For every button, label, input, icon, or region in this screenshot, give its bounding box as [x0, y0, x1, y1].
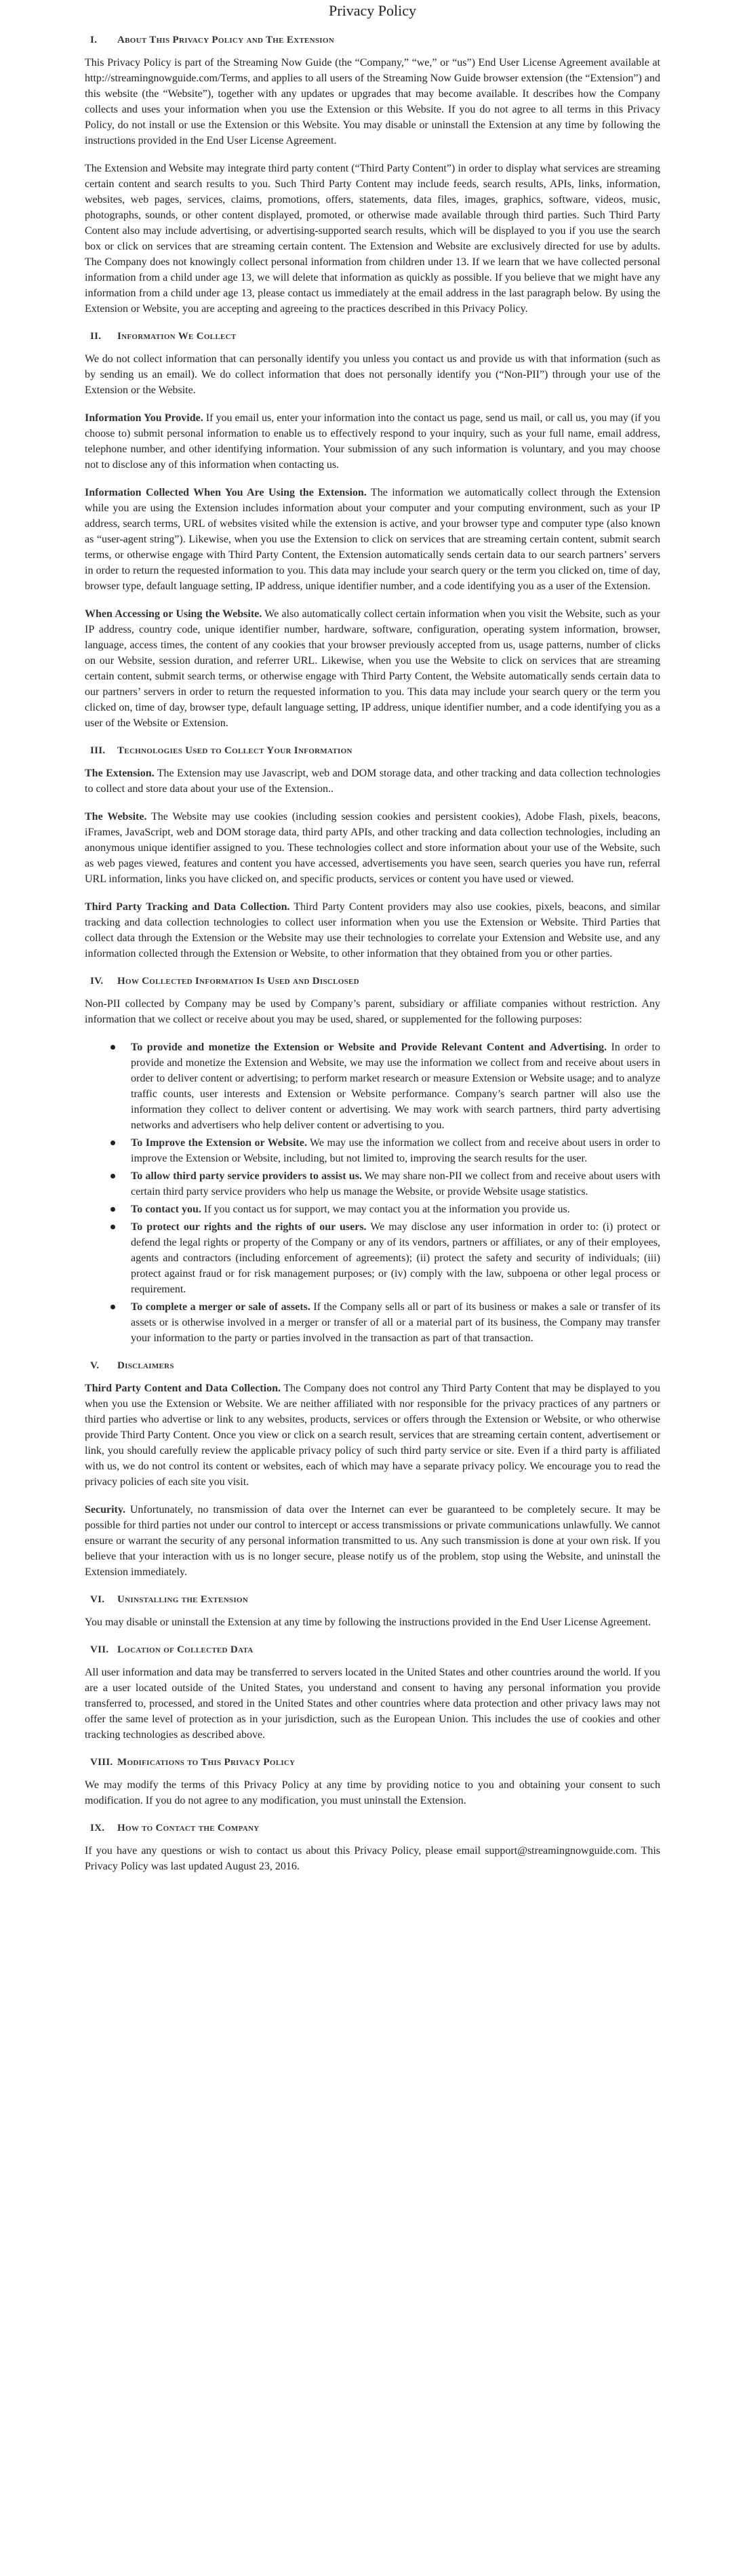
bullet-icon	[110, 1207, 115, 1212]
section-number: I.	[90, 35, 98, 45]
section-title: Information We Collect	[117, 331, 237, 342]
list-item-text: We may use the information we collect from and receive about users in order to improve the Extension or Website, including, but not limited to, improving the search results for the user.	[131, 1137, 660, 1164]
paragraph-text: We also automatically collect certain information when you visit the Website, such as your IP address, country code, unique identifier number, hardware, software, configuration, operating system information, browser, language, access times, the content of any cookies that your browser previously accepted from us, usage patterns, number of clicks on our Website, session duration, and referrer URL. Likewise, when you use the Website to click on services that are streaming certain content, submit search terms, or otherwise engage with Third Party Content, the Website automatically sends certain data to our partners’ servers in order to return the requested information to you. This data may include your search query or the term you clicked on, time of day, browser type, default language setting, IP address, unique identifier number, and a code identifying you as a user of the Website or Extension.	[85, 608, 660, 729]
section-heading-uninstalling	[85, 1592, 660, 1608]
list-item-text: We may share non-PII we collect from and receive about users with certain third party service providers who help us manage the Website, or provide Website usage statistics.	[131, 1170, 660, 1197]
section-number: V.	[90, 1360, 100, 1371]
section-number: III.	[90, 745, 106, 756]
list-item-text: We may disclose any user information in order to: (i) protect or defend the legal rights or property of the Company or any of its vendors, partners or affiliates, or any of their employees, agents and contractors (including enforcement of agreements); (ii) protect the safety and security of individuals; (iii) protect against fraud or for risk management purposes; or (iv) comply with the law, subpoena or other legal process or requirement.	[131, 1221, 661, 1295]
paragraph: All user information and data may be transferred to servers located in the United States and other countries around the world. If you are a user located outside of the United States, you understand and consent to having any personal information you provide transferred to, processed, and stored in the United States and other countries where data protection and other privacy laws may not offer the same level of protection as in your jurisdiction, such as the European Union. This includes the use of cookies and other tracking technologies as described above.	[85, 1667, 660, 1741]
paragraph	[85, 606, 660, 731]
section-number: VII.	[90, 1644, 109, 1655]
paragraph	[85, 1502, 660, 1580]
paragraph-lead: The Website.	[85, 811, 147, 823]
paragraph-text: Third Party Content providers may also use cookies, pixels, beacons, and similar tracking and data collection technologies to collect user information when you use the Extension or Website. Third Parties that collect data through the Extension or the Website may use their technologies to correlate your Extension and Website use, and any information collected through the Extension or Website, to other information that they obtained from you or other parties.	[85, 901, 661, 959]
bullet-icon	[110, 1141, 115, 1145]
paragraph: The Extension and Website may integrate third party content (“Third Party Content”) in order to display what services are streaming certain content and search results to you. Such Third Party Content may include feeds, search results, APIs, links, information, websites, web pages, services, claims, promotions, offers, statements, data files, images, graphics, software, videos, music, photographs, sounds, or other content displayed, promoted, or otherwise made available through third parties. Such Third Party Content also may include advertising, or advertising-supported search results, which will be displayed to you if you use the search box or click on services that are streaming certain content. The Extension and Website are exclusively directed for use by adults. The Company does not knowingly collect personal information from children under 13. If we learn that we have collected personal information from a child under age 13, we will delete that information as quickly as possible. If you believe that we might have any information from a child under age 13, please contact us immediately at the email address in the last paragraph below. By using the Extension or Website, you are accepting and agreeing to the practices described in this Privacy Policy.	[85, 163, 660, 315]
list-item-text: If you contact us for support, we may contact you at the information you provide us.	[201, 1204, 570, 1215]
paragraph-lead: Third Party Tracking and Data Collection.	[85, 901, 290, 913]
paragraph: We do not collect information that can personally identify you unless you contact us and provide us with that information (such as by sending us an email). We do collect information that does not personally identify you (“Non-PII”) through your use of the Extension or the Website.	[85, 353, 660, 396]
section-heading-how-used	[85, 974, 660, 989]
paragraph	[85, 766, 660, 797]
section-heading-disclaimers	[85, 1358, 660, 1374]
paragraph-text: The Website may use cookies (including session cookies and persistent cookies), Adobe Flash, pixels, beacons, iFrames, JavaScript, web and DOM storage data, third party APIs, and other tracking and data collection technologies, including an anonymous unique identifier assigned to you. These technologies collect and store information about your use of the Website, such as web pages viewed, features and content you have accessed, advertisements you have seen, search queries you have run, referral URL information, links you have clicked on, and specific products, services or content you have used or viewed.	[85, 811, 660, 885]
section-title: How Collected Information Is Used and Disclosed	[117, 976, 359, 987]
paragraph	[85, 899, 660, 962]
section-title: Modifications to This Privacy Policy	[117, 1757, 296, 1768]
list-item-lead: To complete a merger or sale of assets.	[131, 1301, 310, 1313]
paragraph: We may modify the terms of this Privacy Policy at any time by providing notice to you and obtaining your consent to such modification. If you do not agree to any modification, you must uninstall the Extension.	[85, 1779, 660, 1806]
page-title: Privacy Policy	[329, 2, 416, 19]
list-item-lead: To protect our rights and the rights of our users.	[131, 1221, 367, 1233]
section-heading-technologies	[85, 743, 660, 759]
section-number: II.	[90, 331, 102, 342]
paragraph: If you have any questions or wish to contact us about this Privacy Policy, please email support@streamingnowguide.com. This Privacy Policy was last updated August 23, 2016.	[85, 1845, 660, 1872]
paragraph-lead: When Accessing or Using the Website.	[85, 608, 262, 620]
list-item	[131, 1219, 660, 1297]
list-item-lead: To Improve the Extension or Website.	[131, 1137, 307, 1149]
section-title: How to Contact the Company	[117, 1823, 260, 1834]
bullet-icon	[110, 1174, 115, 1178]
paragraph-lead: Information Collected When You Are Using the Extension.	[85, 487, 367, 498]
paragraph-text: Unfortunately, no transmission of data over the Internet can ever be guaranteed to be completely secure. It may be possible for third parties not under our control to intercept or access transmissions or private communications unlawfully. We cannot ensure or warrant the security of any personal information transmitted to us. Any such transmission is done at your own risk. If you believe that your interaction with us is no longer secure, please notify us of the problem, stop using the Website, and uninstall the Extension immediately.	[85, 1504, 660, 1578]
section-heading-information-we-collect	[85, 329, 660, 344]
paragraph	[85, 809, 660, 887]
list-item-lead: To provide and monetize the Extension or Website and Provide Relevant Content and Advertising.	[131, 1042, 607, 1053]
bullet-icon	[110, 1225, 115, 1229]
paragraph-lead: Third Party Content and Data Collection.	[85, 1383, 281, 1394]
section-title: Uninstalling the Extension	[117, 1594, 249, 1605]
paragraph: This Privacy Policy is part of the Streaming Now Guide (the “Company,” “we,” or “us”) End User License Agreement available at http://streamingnowguide.com/Terms, and applies to all users of the Streaming Now Guide browser extension (the “Extension”) and this website (the “Website”), together with any updates or upgrades that may become available. It describes how the Company collects and uses your information when you use the Extension or this Website. If you do not agree to all terms in this Privacy Policy, do not install or use the Extension or this Website. You may disable or uninstall the Extension at any time by following the instructions provided in the End User License Agreement.	[85, 57, 660, 146]
paragraph: Non-PII collected by Company may be used by Company’s parent, subsidiary or affiliate companies without restriction. Any information that we collect or receive about you may be used, shared, or supplemented for the following purposes:	[85, 998, 660, 1025]
section-number: VI.	[90, 1594, 105, 1605]
section-heading-modifications	[85, 1755, 660, 1770]
section-heading-about	[85, 33, 660, 48]
bullet-icon	[110, 1045, 115, 1050]
section-heading-location	[85, 1642, 660, 1658]
section-heading-contact	[85, 1821, 660, 1836]
paragraph-lead: Information You Provide.	[85, 412, 203, 424]
paragraph-text: The information we automatically collect through the Extension while you are using the Extension includes information about your computer and your computing environment, such as your IP address, search terms, URL of websites visited while the extension is active, and your browser type and computer type (also known as “user-agent string”). Likewise, when you use the Extension to click on services that are streaming certain content, submit search terms, or otherwise engage with Third Party Content, the Extension automatically sends certain data to our search partners’ servers in order to return the requested information to you. This data may include your search query or the term you clicked on, time of day, browser type, default language setting, IP address, unique identifier number, and a code identifying you as a user of the Extension.	[85, 487, 660, 592]
paragraph: You may disable or uninstall the Extension at any time by following the instructions provided in the End User License Agreement.	[85, 1617, 651, 1628]
paragraph-text: If you email us, enter your information into the contact us page, send us mail, or call us, you may (if you choose to) submit personal information to enable us to effectively respond to your inquiry, such as your full name, email address, telephone number, and other identifying information. Your submission of any such information is voluntary, and you may choose not to disclose any of this information when contacting us.	[85, 412, 660, 471]
paragraph-text: The Company does not control any Third Party Content that may be displayed to you when you use the Extension or Website. We are neither affiliated with nor responsible for the privacy practices of any partners or third parties who advertise or link to any websites, products, services or offers through the Extension or Website, or who otherwise provide Third Party Content. Once you view or click on a search result, services that are streaming certain content, advertisement or link, you should carefully review the applicable privacy policy of such third party service or site. Even if a third party is affiliated with us, we do not control its content or websites, each of which may have a separate privacy policy. We encourage you to read the privacy policies of each site you visit.	[85, 1383, 660, 1488]
paragraph-text: The Extension may use Javascript, web and DOM storage data, and other tracking and data collection technologies to collect and store data about your use of the Extension..	[85, 768, 660, 795]
list-item-lead: To allow third party service providers to assist us.	[131, 1170, 362, 1182]
section-number: IX.	[90, 1823, 105, 1834]
paragraph	[85, 485, 660, 594]
list-item	[131, 1299, 660, 1346]
list-item	[131, 1202, 660, 1217]
list-item	[131, 1135, 660, 1166]
section-number: VIII.	[90, 1757, 113, 1768]
paragraph	[85, 1381, 660, 1490]
section-title: Technologies Used to Collect Your Information	[117, 745, 353, 756]
list-item-lead: To contact you.	[131, 1204, 201, 1215]
paragraph	[85, 410, 660, 473]
section-number: IV.	[90, 976, 104, 987]
list-item	[131, 1039, 660, 1133]
section-title: Disclaimers	[117, 1360, 174, 1371]
section-title: Location of Collected Data	[117, 1644, 254, 1655]
paragraph-lead: Security.	[85, 1504, 125, 1515]
list-item-text: If the Company sells all or part of its business or makes a sale or transfer of its assets or is otherwise involved in a merger or transfer of all or a material part of its business, the Company may transfer your information to the party or parties involved in the transaction as part of that transaction.	[131, 1301, 660, 1344]
bullet-icon	[110, 1305, 115, 1309]
paragraph-lead: The Extension.	[85, 768, 155, 779]
purposes-list	[85, 1039, 660, 1346]
list-item	[131, 1168, 660, 1200]
list-item-text: In order to provide and monetize the Extension and Website, we may use the information we collect from and receive about users in order to deliver content or advertising; to perform market research or measure Extension or Website usage; and to analyze traffic counts, user interests and Extension or Website performance. Company’s search partner will also use the information they collect to deliver content or advertising. We may work with search partners, third party advertising networks and advertisers who help deliver content or advertising to you.	[131, 1042, 660, 1131]
section-title: About This Privacy Policy and The Extension	[117, 35, 334, 45]
